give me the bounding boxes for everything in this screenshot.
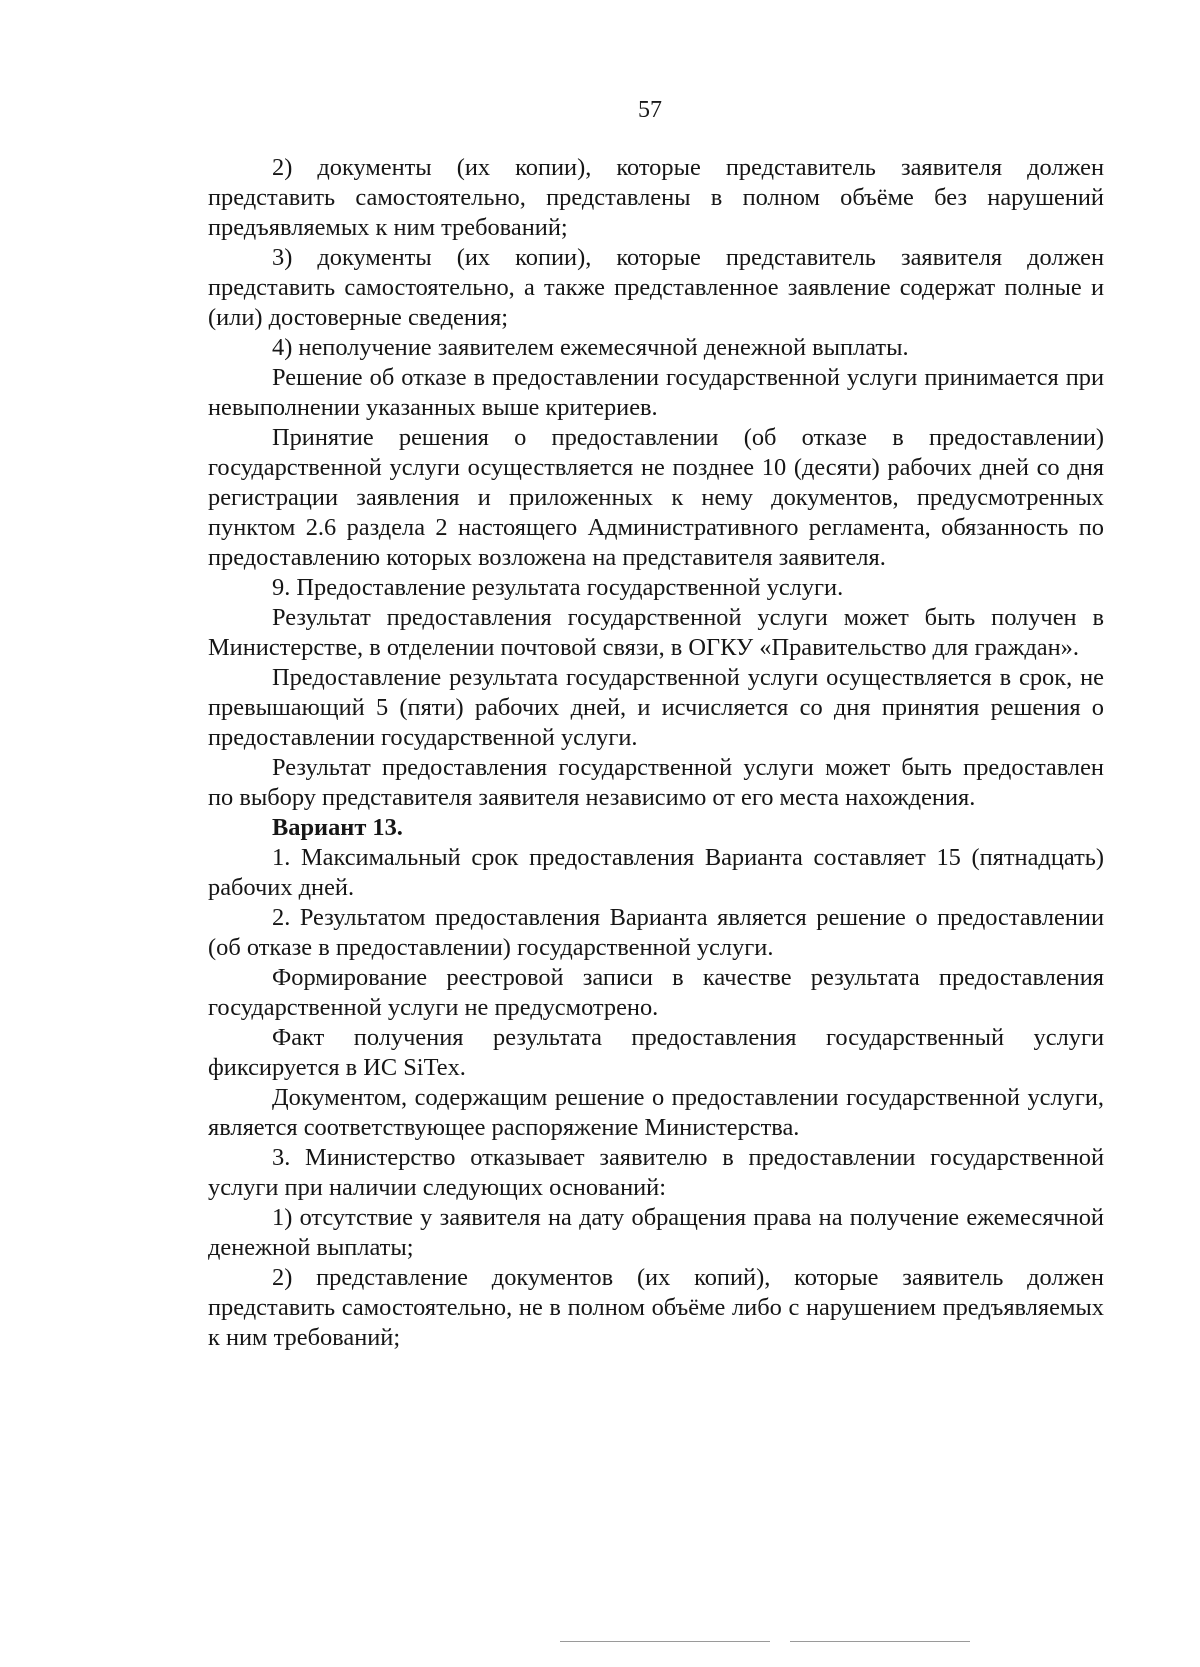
- footer-divider-line: [560, 1641, 770, 1642]
- paragraph-result-receipt-places: Результат предоставления государственной услуги может быть получен в Министерстве, в отделении почтовой связи, в ОГКУ «Правительство для граждан».: [208, 604, 1104, 661]
- document-body: [208, 153, 1104, 1353]
- paragraph-item-3-documents-reliable: 3) документы (их копии), которые представитель заявителя должен представить самостоятельно, а также представленное заявление содержат полные и (или) достоверные сведения;: [208, 244, 1104, 331]
- footer-divider-line: [790, 1641, 970, 1642]
- paragraph-result-any-location: Результат предоставления государственной услуги может быть предоставлен по выбору представителя заявителя независимо от его места нахождения.: [208, 754, 1104, 811]
- paragraph-sitex-record: Факт получения результата предоставления государственный услуги фиксируется в ИС SiTex.: [208, 1024, 1104, 1081]
- paragraph-registry-record: Формирование реестровой записи в качестве результата предоставления государственной услуги не предусмотрено.: [208, 964, 1104, 1021]
- variant-13-heading: Вариант 13.: [272, 814, 403, 841]
- paragraph-variant-result: 2. Результатом предоставления Варианта является решение о предоставлении (об отказе в предоставлении) государственной услуги.: [208, 904, 1104, 961]
- paragraph-result-delivery-term: Предоставление результата государственной услуги осуществляется в срок, не превышающий 5 (пяти) рабочих дней, и исчисляется со дня принятия решения о предоставлении государственной услуги.: [208, 664, 1104, 751]
- paragraph-refusal-decision: Решение об отказе в предоставлении государственной услуги принимается при невыполнении указанных выше критериев.: [208, 364, 1104, 421]
- paragraph-item-2-documents-complete: 2) документы (их копии), которые представитель заявителя должен представить самостоятельно, представлены в полном объёме без нарушений предъявляемых к ним требований;: [208, 154, 1104, 241]
- page-number: 57: [638, 97, 662, 123]
- paragraph-variant-max-term: 1. Максимальный срок предоставления Варианта составляет 15 (пятнадцать) рабочих дней.: [208, 844, 1104, 901]
- paragraph-ground-1-no-right: 1) отсутствие у заявителя на дату обращения права на получение ежемесячной денежной выплаты;: [208, 1204, 1104, 1261]
- paragraph-decision-document: Документом, содержащим решение о предоставлении государственной услуги, является соответствующее распоряжение Министерства.: [208, 1084, 1104, 1141]
- paragraph-refusal-grounds: 3. Министерство отказывает заявителю в предоставлении государственной услуги при наличии следующих оснований:: [208, 1144, 1104, 1201]
- paragraph-section-9-heading: 9. Предоставление результата государственной услуги.: [272, 574, 844, 601]
- paragraph-item-4-no-payment: 4) неполучение заявителем ежемесячной денежной выплаты.: [272, 334, 909, 361]
- paragraph-decision-deadline: Принятие решения о предоставлении (об отказе в предоставлении) государственной услуги осуществляется не позднее 10 (десяти) рабочих дней со дня регистрации заявления и приложенных к нему документов, предусмотренных пунктом 2.6 раздела 2 настоящего Административного регламента, обязанность по предоставлению которых возложена на представителя заявителя.: [208, 424, 1104, 571]
- paragraph-ground-2-incomplete-docs: 2) представление документов (их копий), которые заявитель должен представить самостоятельно, не в полном объёме либо с нарушением предъявляемых к ним требований;: [208, 1264, 1104, 1351]
